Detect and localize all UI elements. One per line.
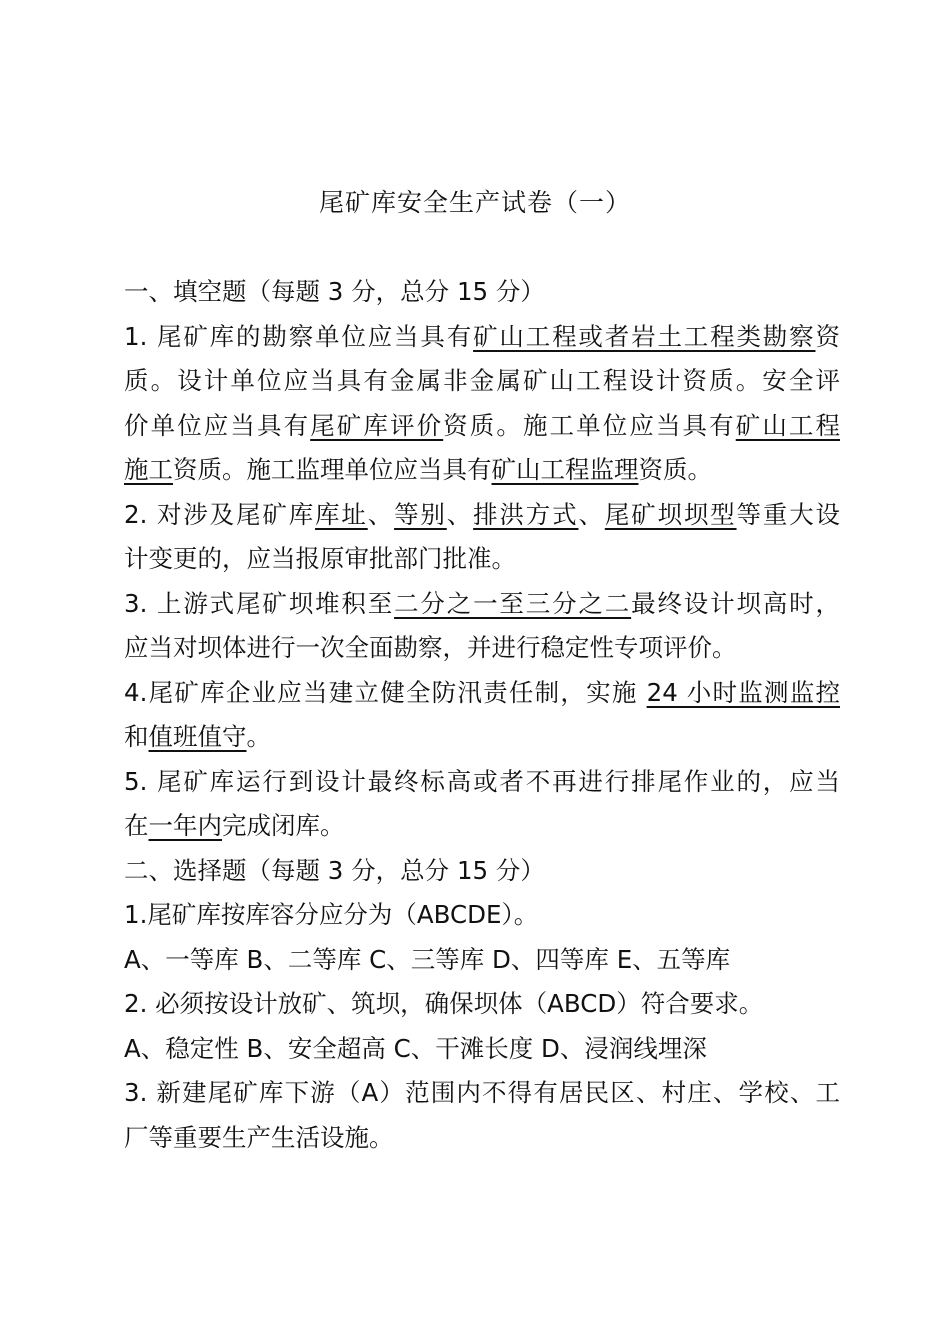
answer-blank: 二分之一至三分之二 — [394, 588, 632, 618]
question-4-line-2 — [124, 715, 840, 760]
answer-blank: 等别 — [394, 499, 447, 529]
mc-question-1-options: A、一等库 B、二等库 C、三等库 D、四等库 E、五等库 — [124, 944, 731, 974]
answer-blank: 尾矿库评价 — [310, 410, 444, 440]
text: 资质。施工监理单位应当具有 — [173, 455, 492, 484]
question-3-line-1 — [124, 582, 840, 627]
question-1-line-1 — [124, 315, 840, 360]
answer-blank: 矿山工程监理 — [491, 455, 639, 484]
mc-question-1: 1.尾矿库按库容分应分为（ABCDE）。 — [124, 900, 539, 929]
text: 2. 对涉及尾矿库 — [124, 499, 316, 529]
text: 价单位应当具有 — [124, 410, 311, 440]
answer-blank: 尾矿坝坝型 — [604, 499, 737, 529]
text: 3. 上游式尾矿坝堆积至 — [124, 588, 395, 618]
text: 和 — [124, 722, 149, 751]
text: 最终设计坝高时， — [631, 588, 841, 618]
answer-blank: 施工 — [124, 455, 173, 484]
exam-body — [124, 270, 840, 1160]
text: 资 — [815, 321, 840, 351]
mc-question-3-line-1: 3. 新建尾矿库下游（A）范围内不得有居民区、村庄、学校、工 — [124, 1078, 840, 1107]
answer-blank: 值班值守 — [148, 722, 247, 751]
question-2-line-2: 计变更的，应当报原审批部门批准。 — [124, 544, 516, 573]
text: 等重大设 — [736, 499, 841, 529]
question-1-line-2: 质。设计单位应当具有金属非金属矿山工程设计资质。安全评 — [124, 366, 840, 395]
answer-blank: 矿山工程 — [735, 410, 841, 440]
question-5-line-1: 5. 尾矿库运行到设计最终标高或者不再进行排尾作业的，应当 — [124, 766, 840, 796]
answer-blank: 排洪方式 — [473, 499, 579, 529]
question-1-line-4 — [124, 448, 840, 493]
text: 资质。 — [638, 455, 712, 484]
answer-blank: 一年内 — [148, 811, 222, 840]
text: 在 — [124, 811, 149, 840]
mc-question-3-line-2: 厂等重要生产生活设施。 — [124, 1122, 394, 1152]
answer-blank: 库址 — [315, 499, 368, 529]
mc-question-2: 2. 必须按设计放矿、筑坝，确保坝体（ABCD）符合要求。 — [124, 989, 764, 1018]
answer-blank: 24 小时监测监控 — [646, 677, 840, 707]
text: 、 — [367, 499, 395, 529]
section-heading-multiple-choice: 二、选择题（每题 3 分，总分 15 分） — [124, 855, 545, 885]
text: 。 — [246, 722, 271, 751]
text: 1. 尾矿库的勘察单位应当具有 — [124, 321, 474, 351]
text: 4.尾矿库企业应当建立健全防汛责任制，实施 — [124, 677, 647, 707]
section-heading-fill-blank: 一、填空题（每题 3 分，总分 15 分） — [124, 277, 545, 306]
question-4-line-1 — [124, 671, 840, 716]
mc-question-2-options: A、稳定性 B、安全超高 C、干滩长度 D、浸润线埋深 — [124, 1033, 707, 1063]
text: 、 — [578, 499, 605, 529]
answer-blank: 矿山工程或者岩土工程类勘察 — [473, 321, 816, 351]
page-title: 尾矿库安全生产试卷（一） — [318, 188, 631, 217]
question-1-line-3 — [124, 404, 840, 449]
text: 、 — [446, 499, 474, 529]
question-5-line-2 — [124, 804, 840, 849]
text: 资质。施工单位应当具有 — [443, 410, 736, 440]
question-2-line-1 — [124, 493, 840, 538]
question-3-line-2: 应当对坝体进行一次全面勘察，并进行稳定性专项评价。 — [124, 633, 737, 662]
text: 完成闭库。 — [222, 811, 345, 840]
